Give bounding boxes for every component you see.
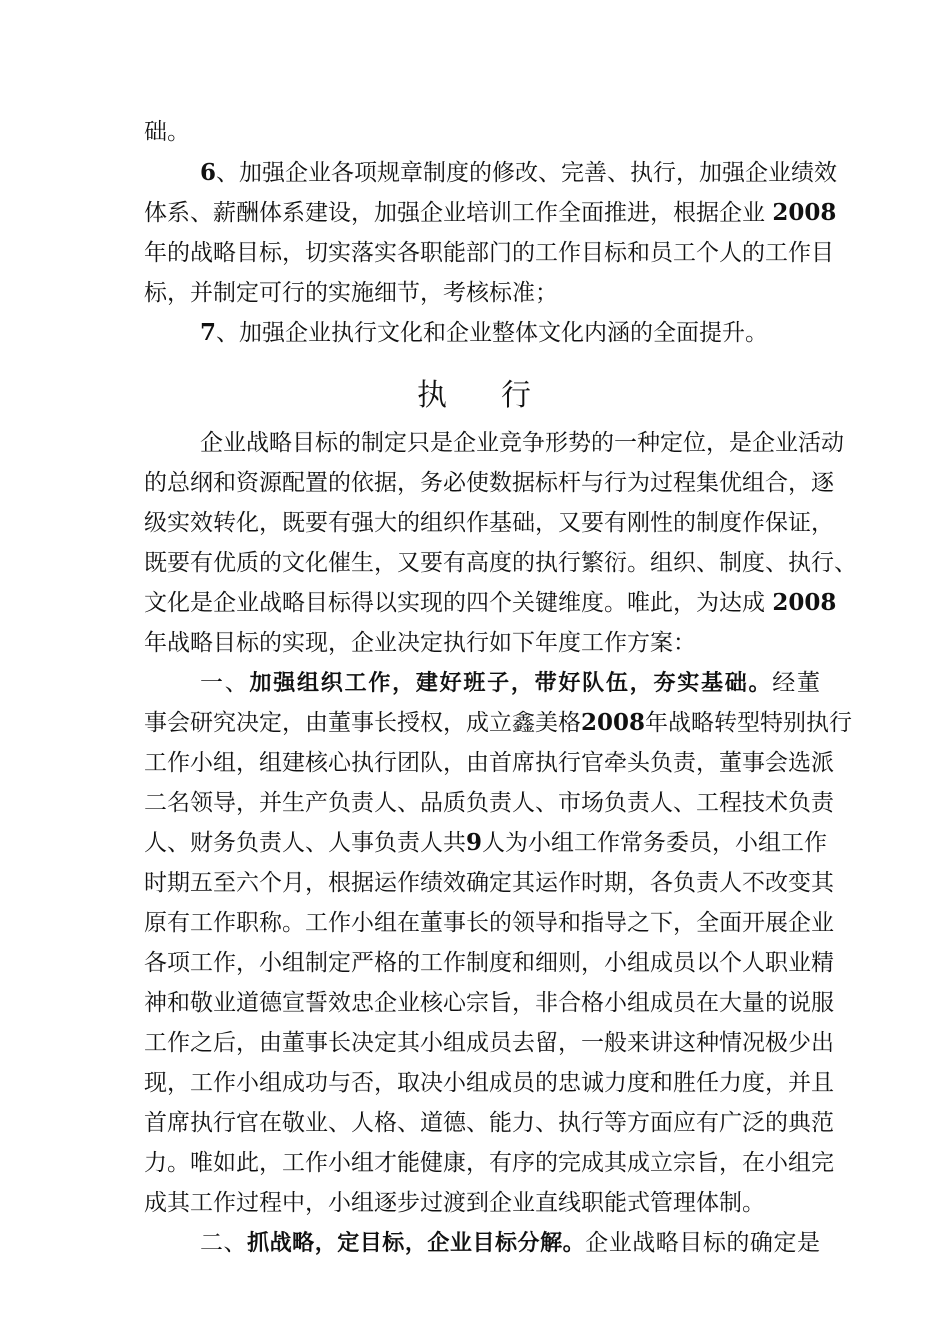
part-title: 加强组织工作，建好班子，带好队伍，夯实基础。 [249, 671, 773, 696]
part-title: 抓战略，定目标，企业目标分解。 [247, 1231, 586, 1256]
text-fragment: 事会研究决定，由董事长授权，成立鑫美格 [144, 710, 581, 736]
item-number: 6 [200, 159, 217, 186]
paragraph-line [144, 943, 834, 983]
text-fragment: 成其工作过程中，小组逐步过渡到企业直线职能式管理体制。 [144, 1190, 765, 1216]
text-fragment: 一、 [200, 670, 250, 696]
paragraph-line [144, 623, 820, 663]
paragraph-line [144, 783, 834, 823]
text-fragment: 既要有优质的文化催生，又要有高度的执行繁衍。组织、制度、执行、 [144, 550, 857, 576]
paragraph-line [144, 1103, 834, 1143]
paragraph-line [144, 1023, 834, 1063]
text-fragment: 体系、薪酬体系建设，加强企业培训工作全面推进，根据企业 [144, 200, 765, 226]
text-fragment: 神和敬业道德宣誓效忠企业核心宗旨，非合格小组成员在大量的说服 [144, 990, 834, 1016]
paragraph-line [144, 233, 834, 273]
text-fragment: 工作小组，组建核心执行团队，由首席执行官牵头负责，董事会选派 [144, 750, 834, 776]
year-number: 2008 [772, 199, 837, 226]
list-item-6 [144, 153, 838, 193]
paragraph-line [144, 1143, 834, 1183]
text-fragment: 二、 [200, 1230, 248, 1256]
paragraph-line [144, 463, 834, 503]
heading-char: 执 [417, 378, 449, 413]
paragraph-line [144, 112, 820, 152]
text-fragment: 、加强企业各项规章制度的修改、完善、执行，加强企业绩效 [216, 160, 838, 186]
text-fragment: 力。唯如此，工作小组才能健康，有序的完成其成立宗旨，在小组完 [144, 1150, 834, 1176]
text-fragment: 原有工作职称。工作小组在董事长的领导和指导之下，全面开展企业 [144, 910, 834, 936]
text-fragment: 础。 [144, 119, 190, 145]
count-number: 9 [466, 829, 483, 856]
paragraph-line [144, 273, 820, 313]
section-heading [0, 372, 950, 420]
text-fragment: 人、财务负责人、人事负责人共 [144, 830, 466, 856]
text-fragment: 经董 [772, 670, 821, 696]
paragraph-line [144, 903, 834, 943]
text-fragment: 文化是企业战略目标得以实现的四个关键维度。唯此，为达成 [144, 590, 765, 616]
paragraph-line [144, 1183, 820, 1223]
text-fragment: 二名领导，并生产负责人、品质负责人、市场负责人、工程技术负责 [144, 790, 834, 816]
paragraph-line [144, 823, 828, 863]
paragraph-line [144, 863, 834, 903]
paragraph-line [144, 703, 853, 743]
text-fragment: 级实效转化，既要有强大的组织作基础，又要有刚性的制度作保证， [144, 510, 834, 536]
part-one-heading-line [144, 663, 820, 703]
text-fragment: 现，工作小组成功与否，取决小组成员的忠诚力度和胜任力度，并且 [144, 1070, 834, 1096]
text-fragment: 时期五至六个月，根据运作绩效确定其运作时期，各负责人不改变其 [144, 870, 834, 896]
text-fragment: 、加强企业执行文化和企业整体文化内涵的全面提升。 [216, 320, 769, 346]
paragraph-line [144, 543, 857, 583]
text-fragment: 工作之后，由董事长决定其小组成员去留，一般来讲这种情况极少出 [144, 1030, 834, 1056]
text-fragment: 年战略目标的实现，企业决定执行如下年度工作方案： [144, 630, 696, 656]
text-fragment: 各项工作，小组制定严格的工作制度和细则，小组成员以个人职业精 [144, 950, 834, 976]
text-fragment: 标，并制定可行的实施细节，考核标准； [144, 280, 558, 306]
paragraph-line [144, 193, 837, 233]
text-fragment: 人为小组工作常务委员，小组工作 [482, 830, 828, 856]
paragraph-line [144, 983, 834, 1023]
list-item-7 [144, 313, 820, 353]
paragraph-line [144, 1063, 834, 1103]
year-number: 2008 [581, 709, 646, 736]
item-number: 7 [200, 319, 217, 346]
part-two-heading-line [144, 1223, 820, 1263]
text-fragment: 企业战略目标的制定只是企业竞争形势的一种定位，是企业活动 [200, 430, 844, 456]
text-fragment: 首席执行官在敬业、人格、道德、能力、执行等方面应有广泛的典范 [144, 1110, 834, 1136]
text-fragment: 企业战略目标的确定是 [585, 1230, 820, 1256]
heading-char: 行 [501, 378, 533, 413]
paragraph-line [144, 423, 844, 463]
paragraph-line [144, 583, 837, 623]
text-fragment: 年战略转型特别执行 [645, 710, 853, 736]
text-fragment: 年的战略目标，切实落实各职能部门的工作目标和员工个人的工作目 [144, 240, 834, 266]
text-fragment: 的总纲和资源配置的依据，务必使数据标杆与行为过程集优组合，逐 [144, 470, 834, 496]
year-number: 2008 [772, 589, 837, 616]
paragraph-line [144, 743, 834, 783]
paragraph-line [144, 503, 834, 543]
